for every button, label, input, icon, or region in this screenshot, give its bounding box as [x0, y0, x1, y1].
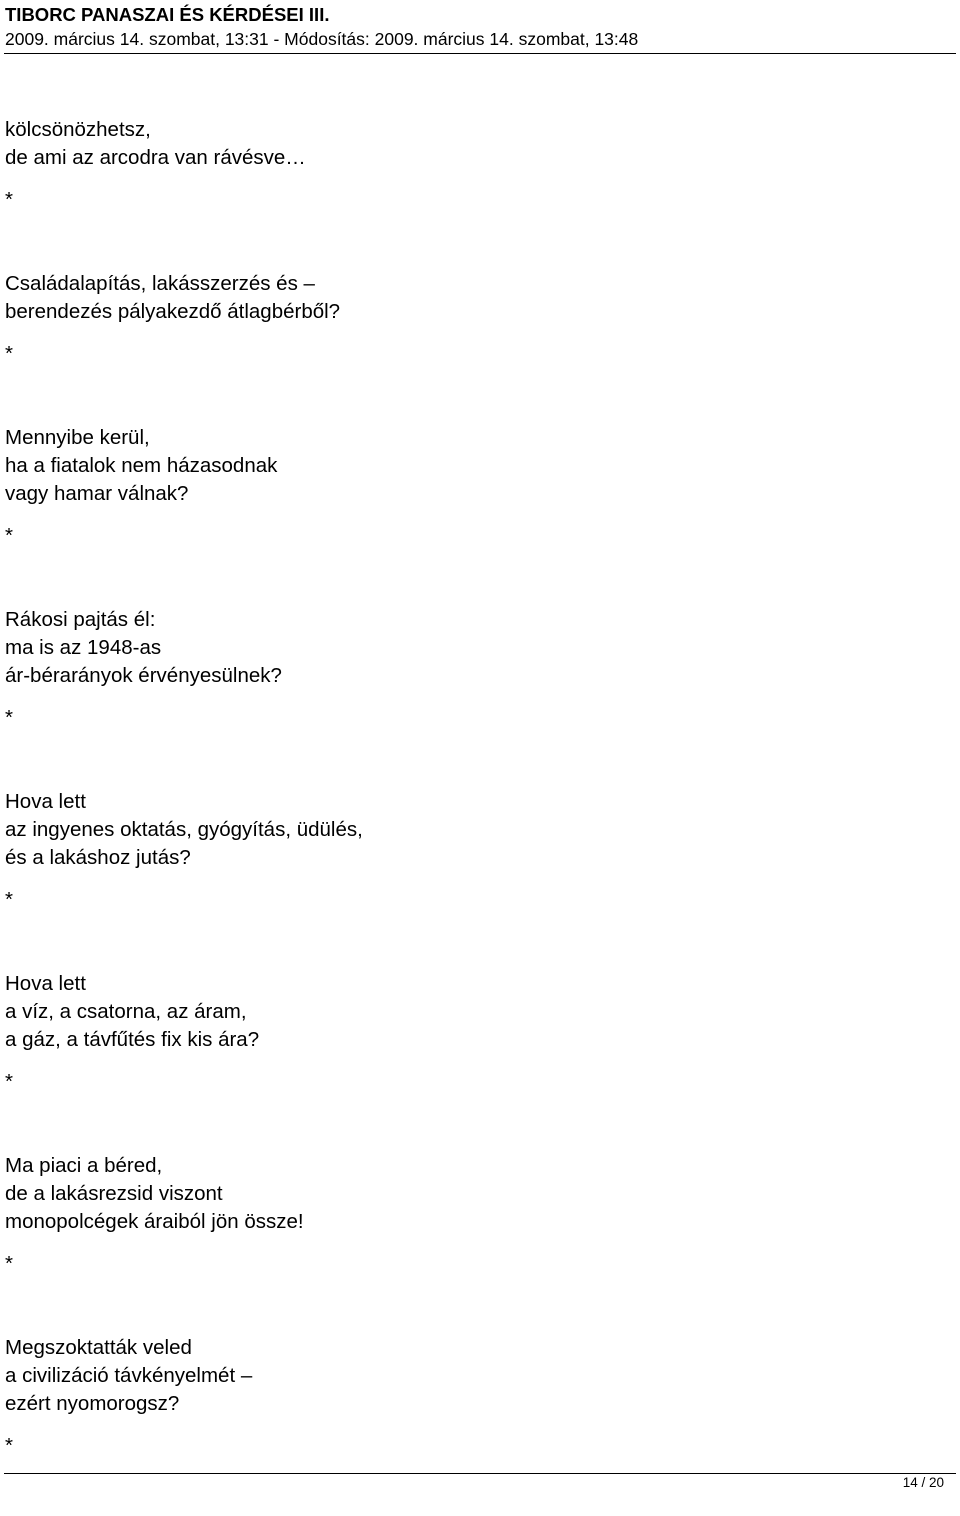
stanza: [5, 116, 945, 172]
stanza-line: vagy hamar válnak?: [5, 482, 189, 505]
poem-body: [5, 116, 945, 1516]
asterisk-separator: *: [5, 1434, 13, 1457]
asterisk-separator: *: [5, 1070, 13, 1093]
stanza-line: Hova lett: [5, 790, 86, 813]
stanza-line: Ma piaci a béred,: [5, 1154, 163, 1177]
stanza-line: Rákosi pajtás él:: [5, 608, 156, 631]
stanza-line: berendezés pályakezdő átlagbérből?: [5, 300, 341, 323]
stanza-line: ezért nyomorogsz?: [5, 1392, 180, 1415]
stanza: [5, 606, 945, 690]
stanza: [5, 970, 945, 1054]
stanza-line: Családalapítás, lakásszerzés és –: [5, 272, 315, 295]
stanza-line: Hova lett: [5, 972, 86, 995]
stanza: [5, 424, 945, 508]
stanza-line: ma is az 1948-as: [5, 636, 162, 659]
page-title: TIBORC PANASZAI ÉS KÉRDÉSEI III.: [5, 4, 330, 25]
stanza-line: és a lakáshoz jutás?: [5, 846, 191, 869]
asterisk-separator: *: [5, 706, 13, 729]
stanza: [5, 788, 945, 872]
asterisk-separator: *: [5, 888, 13, 911]
stanza-line: kölcsönözhetsz,: [5, 118, 151, 141]
stanza: [5, 270, 945, 326]
asterisk-separator: *: [5, 1252, 13, 1275]
stanza-line: Mennyibe kerül,: [5, 426, 150, 449]
header-divider: [4, 53, 956, 54]
stanza-line: de a lakásrezsid viszont: [5, 1182, 223, 1205]
stanza-line: az ingyenes oktatás, gyógyítás, üdülés,: [5, 818, 363, 841]
page-header: [5, 4, 955, 50]
stanza-line: a civilizáció távkényelmét –: [5, 1364, 253, 1387]
asterisk-separator: *: [5, 188, 13, 211]
page-number: 14 / 20: [902, 1475, 944, 1490]
stanza-line: Megszoktatták veled: [5, 1336, 192, 1359]
stanza-line: ha a fiatalok nem házasodnak: [5, 454, 278, 477]
stanza-line: a víz, a csatorna, az áram,: [5, 1000, 247, 1023]
stanza: [5, 1334, 945, 1418]
stanza-line: de ami az arcodra van rávésve…: [5, 146, 306, 169]
page-meta-dates: 2009. március 14. szombat, 13:31 - Módosítás: 2009. március 14. szombat, 13:48: [5, 29, 639, 49]
stanza-line: a gáz, a távfűtés fix kis ára?: [5, 1028, 260, 1051]
stanza-line: ár-bérarányok érvényesülnek?: [5, 664, 282, 687]
footer-divider: [4, 1473, 956, 1474]
stanza: [5, 1152, 945, 1236]
stanza-line: monopolcégek áraiból jön össze!: [5, 1210, 304, 1233]
asterisk-separator: *: [5, 524, 13, 547]
asterisk-separator: *: [5, 342, 13, 365]
